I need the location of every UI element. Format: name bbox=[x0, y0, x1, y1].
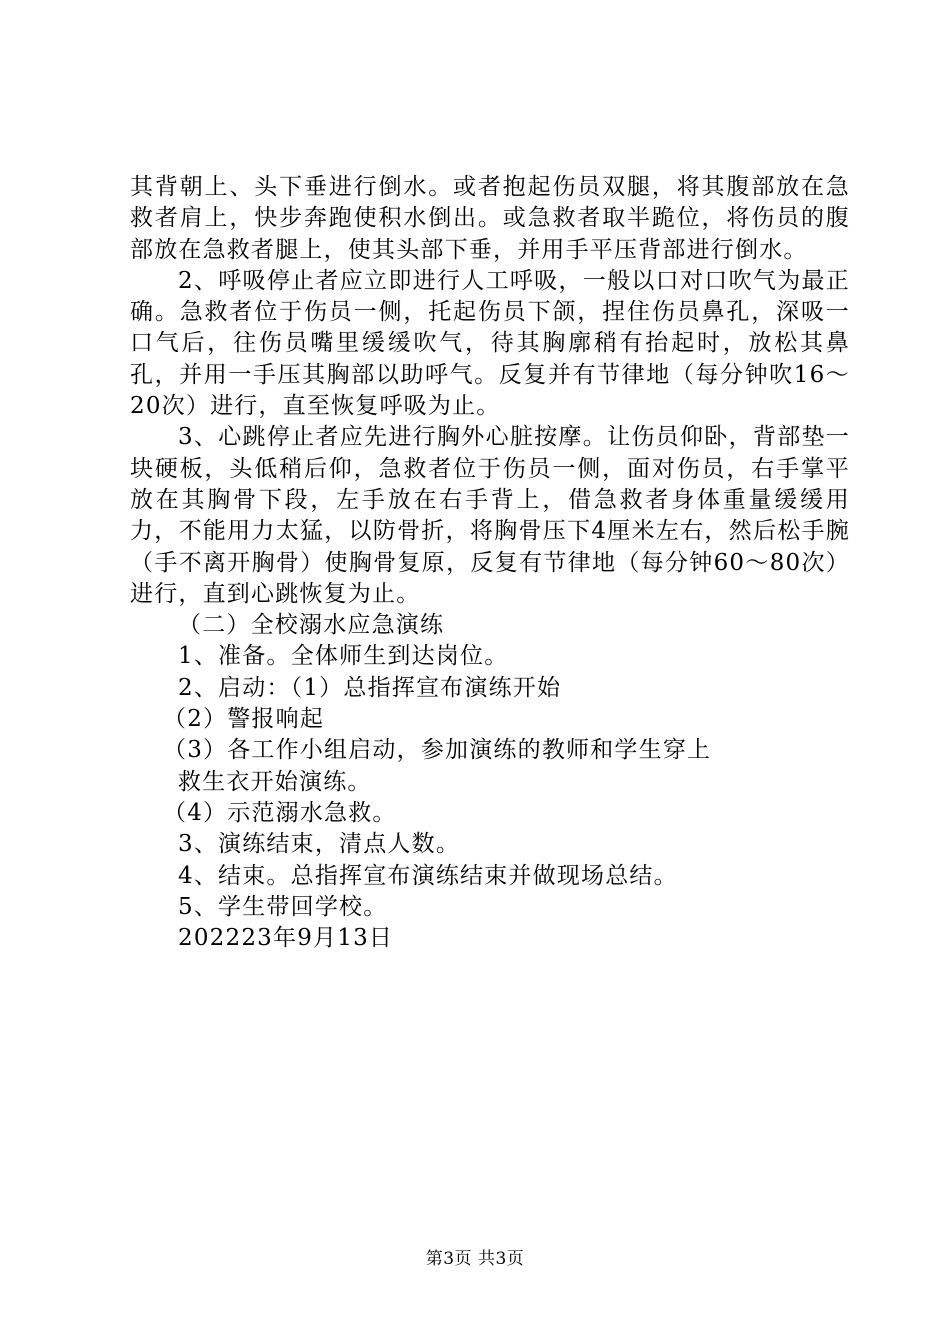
section-heading-drill: （二）全校溺水应急演练 bbox=[178, 612, 445, 639]
drill-step-return: 5、学生带回学校。 bbox=[178, 893, 388, 920]
drill-substep-demo: （4）示范溺水急救。 bbox=[163, 799, 397, 826]
paragraph-artificial-respiration: 2、呼吸停止者应立即进行人工呼吸，一般以口对口吹气为最正确。急救者位于伤员一侧，托起伤员下颌，捏住伤员鼻孔，深吸一口气后，往伤员嘴里缓缓吹气，待其胸廓稍有抬起时，放松其鼻孔，并用一手压其胸部以助呼气。反复并有节律地（每分钟吹16～20次）进行，直至恢复呼吸为止。 bbox=[130, 267, 850, 420]
drill-step-end-count: 3、演练结束，清点人数。 bbox=[178, 831, 461, 858]
document-date: 202223年9月13日 bbox=[178, 925, 394, 952]
paragraph-drowning-water-removal: 其背朝上、头下垂进行倒水。或者抱起伤员双腿，将其腹部放在急救者肩上，快步奔跑使积水倒出。或急救者取半跪位，将伤员的腹部放在急救者腿上，使其头部下垂，并用手平压背部进行倒水。 bbox=[130, 174, 850, 263]
drill-step-start: 2、启动：（1）总指挥宣布演练开始 bbox=[178, 674, 562, 701]
drill-substep-groups-cont: 救生衣开始演练。 bbox=[178, 768, 372, 795]
page-number-footer: 第3页 共3页 bbox=[425, 1249, 525, 1269]
drill-substep-groups: （3）各工作小组启动，参加演练的教师和学生穿上 bbox=[163, 737, 712, 764]
document-body bbox=[130, 172, 850, 954]
drill-step-finish: 4、结束。总指挥宣布演练结束并做现场总结。 bbox=[178, 862, 678, 889]
drill-substep-alarm: （2）警报响起 bbox=[163, 706, 325, 733]
drill-step-prepare: 1、准备。全体师生到达岗位。 bbox=[178, 643, 509, 670]
paragraph-chest-compression: 3、心跳停止者应先进行胸外心脏按摩。让伤员仰卧，背部垫一块硬板，头低稍后仰，急救者位于伤员一侧，面对伤员，右手掌平放在其胸骨下段，左手放在右手背上，借急救者身体重量缓缓用力，不能用力太猛，以防骨折，将胸骨压下4厘米左右，然后松手腕（手不离开胸骨）使胸骨复原，反复有节律地（每分钟60～80次）进行，直到心跳恢复为止。 bbox=[130, 424, 850, 607]
